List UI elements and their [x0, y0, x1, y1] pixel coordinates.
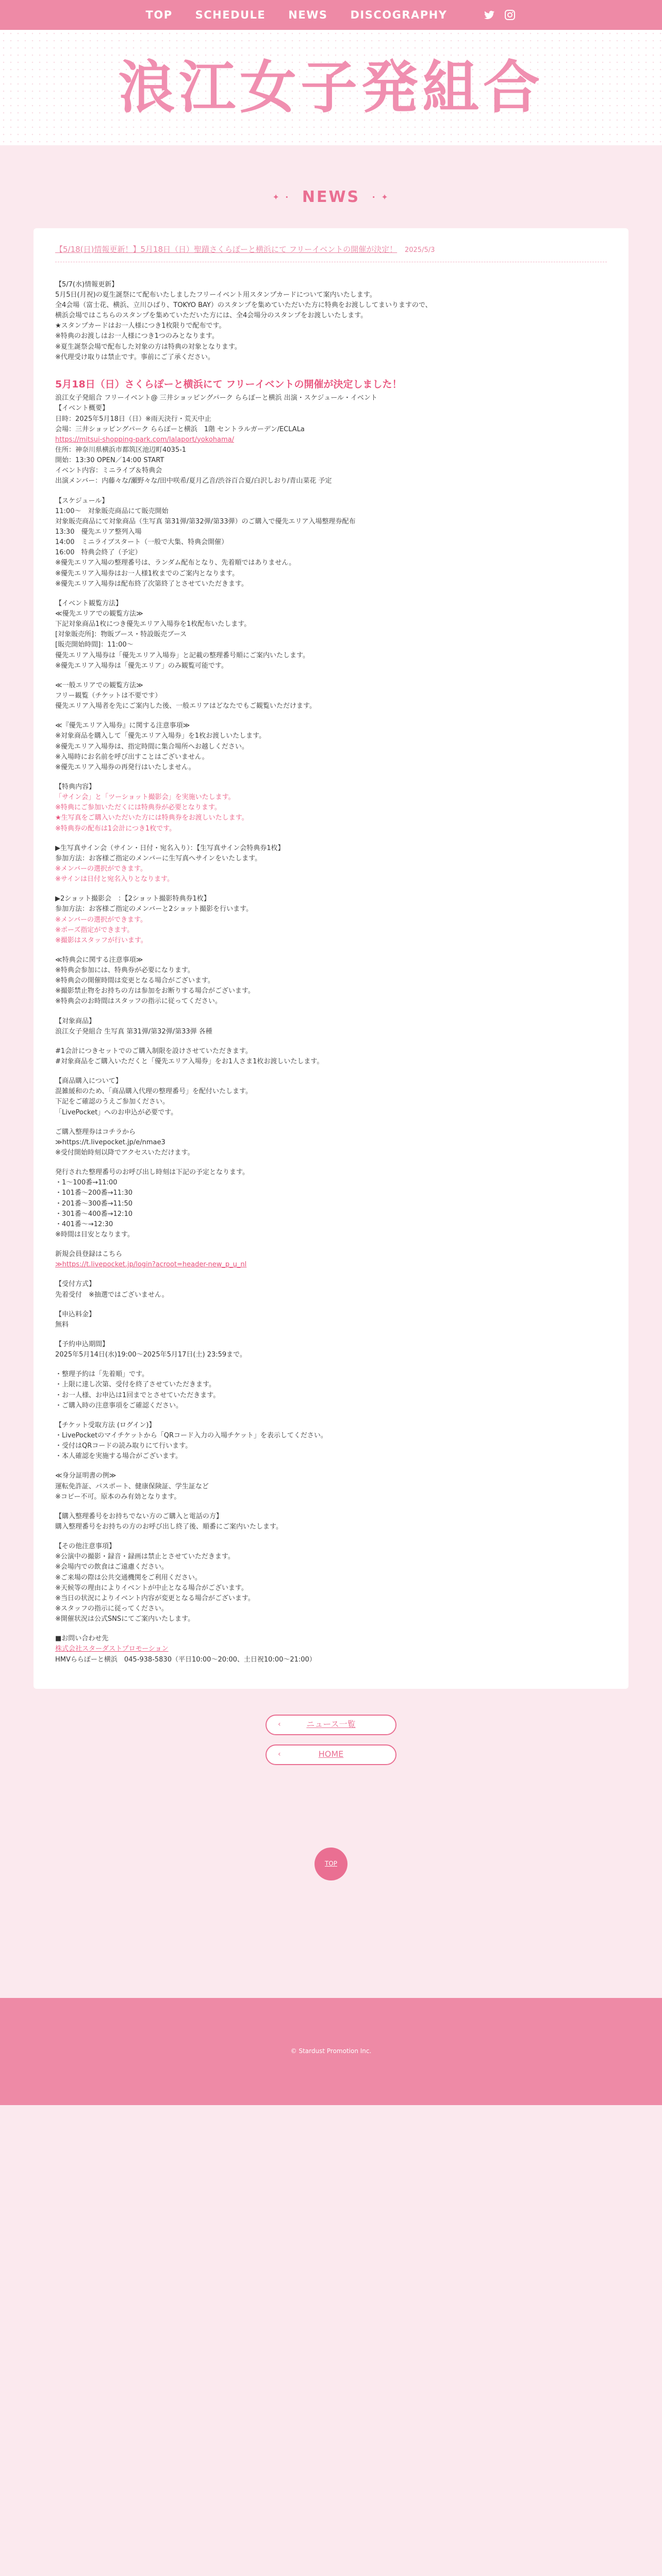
article-line: ・ご購入時の注意事項をご確認ください。	[55, 1401, 183, 1410]
article-line: ※特典のお渡しはお一人様につき1つのみとなります。	[55, 332, 219, 341]
article-line: ※開催状況は公式SNSにてご案内いたします。	[55, 1615, 195, 1623]
article-line: 【特典内容】	[55, 783, 96, 791]
article-line: 無料	[55, 1320, 69, 1329]
article-line: ※撮影はスタッフが行います。	[55, 936, 147, 944]
paragraph-gap	[55, 1532, 607, 1541]
article-line: ※会場内での飲食はご遠慮ください。	[55, 1563, 168, 1571]
article-line: 開始：13:30 OPEN／14:00 START	[55, 456, 164, 465]
social-links	[483, 9, 516, 21]
article-line: 【商品購入について】	[55, 1077, 122, 1086]
home-button[interactable]	[266, 1744, 396, 1765]
article-line: ※サインは日付と宛名入りとなります。	[55, 875, 174, 884]
article-line: 下記対象商品1枚につき優先エリア入場券を1枚配布いたします。	[55, 620, 251, 629]
article-line[interactable]: 株式会社スターダストプロモーション	[55, 1645, 169, 1653]
article-line: 優先エリア入場者を先にご案内した後、一般エリアはどなたでもご観覧いただけます。	[55, 702, 316, 710]
article-line: 先着受付 ※抽選ではございません。	[55, 1291, 169, 1299]
article-line: ※メンバーの選択ができます。	[55, 916, 147, 924]
nav-links	[146, 7, 448, 24]
news-heading-text: NEWS	[302, 188, 360, 206]
article-line: ≫https://t.livepocket.jp/e/nmae3	[55, 1138, 166, 1146]
article-line: ※特典会参加には、特典券が必要になります。	[55, 967, 194, 975]
paragraph-gap	[55, 363, 607, 372]
article-date: 2025/5/3	[404, 246, 435, 254]
article-line: ※入場時にお名前を呼び出すことはございません。	[55, 753, 209, 761]
sparkle-icon: ✦ ·	[272, 192, 290, 202]
article-line: ≪優先エリアでの観覧方法≫	[55, 609, 143, 618]
article-line: 出演メンバー：内藤々な/瀬野々な/田中咲希/夏月乙音/渋谷百合夏/白沢しおり/青山菜花 予定	[55, 477, 332, 485]
article-line: ★生写真をご購入いただいた方には特典券をお渡しいたします。	[55, 814, 249, 822]
article-line: 発行された整理番号のお呼び出し時刻は下記の予定となります。	[55, 1168, 249, 1177]
paragraph-gap	[55, 1411, 607, 1420]
paragraph-gap	[55, 946, 607, 955]
nav-link-discography[interactable]: DISCOGRAPHY	[350, 8, 448, 21]
article-line: ▶生写真サイン会（サイン・日付・宛名入り）：【生写真サイン会特典券1枚】	[55, 844, 285, 852]
paragraph-gap	[55, 1240, 607, 1249]
paragraph-gap	[55, 1462, 607, 1471]
paragraph-gap	[55, 1037, 607, 1046]
article-line: HMVららぽーと横浜 045-938-5830（平日10:00〜20:00、土日祝10:00〜21:00）	[55, 1655, 316, 1664]
paragraph-gap	[55, 1502, 607, 1512]
article-line: ※優先エリア入場の整理番号は、ランダム配布となり、先着順ではありません。	[55, 559, 296, 567]
article-line: ※当日の状況によりイベント内容が変更となる場合がございます。	[55, 1594, 255, 1602]
article-line: ・1〜100番→11:00	[55, 1179, 118, 1187]
article-line: 全4会場（富士花、横浜、立川ひばり、TOKYO BAY）のスタンプを集めていただいた方に特典をお渡ししてまいりますので、	[55, 301, 432, 310]
news-section-title	[0, 185, 662, 210]
article-line: [対象販売所]：物販ブース・特設販売ブース	[55, 631, 187, 639]
article-line: ・LivePocketのマイチケットから「QRコード入力の入場チケット」を表示してください。	[55, 1431, 327, 1439]
chevron-left-icon: ‹	[278, 1720, 281, 1728]
article-line: ≪身分証明書の例≫	[55, 1472, 117, 1480]
page-top-label: TOP	[324, 1860, 337, 1868]
article-pager	[34, 1715, 628, 1765]
article-line: ※優先エリア入場券は、指定時間に集合場所へお越しください。	[55, 742, 249, 751]
site-footer	[0, 1998, 662, 2105]
article-line[interactable]: https://mitsui-shopping-park.com/lalaport/yokohama/	[55, 435, 234, 444]
article-line: ※時間は目安となります。	[55, 1231, 134, 1239]
article-line: ・受付はQRコードの読み取りにて行います。	[55, 1442, 192, 1450]
paragraph-gap	[55, 773, 607, 782]
article-line: ・お一人様、お申込は1回までとさせていただきます。	[55, 1391, 220, 1399]
paragraph-gap	[55, 671, 607, 681]
paragraph-gap	[55, 1158, 607, 1167]
article-line: 【受付方式】	[55, 1280, 96, 1289]
article-line: 「サイン会」と「ツーショット撮影会」を実施いたします。	[55, 793, 235, 802]
article-line: 11:00〜 対象販売商品にて販売開始	[55, 507, 169, 515]
article-line: ※撮影禁止物をお持ちの方は参加をお断りする場合がございます。	[55, 987, 255, 995]
nav-link-schedule[interactable]: SCHEDULE	[195, 8, 266, 21]
article-line: 【申込料金】	[55, 1310, 96, 1318]
article-line: 対象販売商品にて対象商品（生写真 第31弾/第32弾/第33弾）のご購入で優先エリア入場整理券配布	[55, 517, 356, 526]
article-body	[55, 280, 607, 1665]
article-headline: 【5/18(日)情報更新！】5月18日（日）聖蹟さくらぽーと横浜にて フリーイベントの開催が決定！	[55, 244, 398, 254]
article-line: 16:00 特典会終了（予定）	[55, 549, 142, 557]
article-line: ※優先エリア入場券はお一人様1枚までのご案内となります。	[55, 569, 239, 578]
paragraph-gap	[55, 1330, 607, 1340]
article-line[interactable]: ≫https://t.livepocket.jp/login?acroot=header-new_p_u_nl	[55, 1261, 247, 1269]
paragraph-gap	[55, 589, 607, 599]
article-line: 【イベント概要】	[55, 404, 109, 413]
article-line: #1会計につきセットでのご購入制限を設けさせていただきます。	[55, 1047, 252, 1055]
article-line: ※コピー不可。原本のみ有効となります。	[55, 1493, 181, 1501]
article-line: ※スタッフの指示に従ってください。	[55, 1604, 168, 1613]
article-line: ※公演中の撮影・録音・録画は禁止とさせていただきます。	[55, 1553, 235, 1561]
hero-banner	[0, 30, 662, 145]
paragraph-gap	[55, 885, 607, 894]
article-line: 【スケジュール】	[55, 497, 109, 505]
article-line: 新規会員登録はこちら	[55, 1250, 123, 1259]
article-line: ・201番〜300番→11:50	[55, 1199, 133, 1208]
paragraph-gap	[55, 1624, 607, 1634]
paragraph-gap	[55, 1270, 607, 1279]
paragraph-gap	[55, 834, 607, 843]
article-line: 参加方法：お客様ご指定のメンバーと2ショット撮影を行います。	[55, 905, 253, 913]
article-line: 運転免許証、パスポート、健康保険証、学生証など	[55, 1482, 209, 1490]
article-line: 日時：2025年5月18日（日）※雨天決行・荒天中止	[55, 415, 211, 423]
twitter-icon[interactable]	[483, 9, 495, 21]
paragraph-gap	[55, 1067, 607, 1076]
article-line: 下記をご確認のうえご参加ください。	[55, 1098, 170, 1106]
article-line: 参加方法：お客様ご指定のメンバーに生写真へサインをいたします。	[55, 854, 262, 862]
paragraph-gap	[55, 1007, 607, 1016]
group-logo[interactable]: 浪江女子発組合	[118, 54, 544, 121]
paragraph-gap	[55, 1300, 607, 1310]
article-line: 【購入整理番号をお持ちでない方のご購入と電話の方】	[55, 1512, 223, 1520]
article-line: ≪『優先エリア入場券』に関する注意事項≫	[55, 722, 190, 730]
paragraph-gap	[55, 487, 607, 496]
article-line: 優先エリア入場券は「優先エリア入場券」と記載の整理番号順にご案内いたします。	[55, 651, 309, 659]
chevron-left-icon: ‹	[278, 1750, 281, 1758]
top-navigation	[0, 0, 662, 30]
article-line: 【対象商品】	[55, 1017, 96, 1025]
article-line: 2025年5月14日(水)19:00〜2025年5月17日(土) 23:59まで。	[55, 1351, 246, 1359]
article-line: イベント内容：ミニライブ＆特典会	[55, 467, 162, 475]
copyright-text: © Stardust Promotion Inc.	[290, 2047, 372, 2055]
article-line: ※対象商品を購入して「優先エリア入場券」を1枚お渡しいたします。	[55, 732, 266, 740]
article-line: ・上限に達し次第、受付を終了させていただきます。	[55, 1381, 216, 1389]
news-list-label: ニュース一覧	[306, 1719, 356, 1730]
article-header	[55, 244, 607, 262]
article-line: ・401番〜→12:30	[55, 1220, 113, 1228]
nav-link-news[interactable]: NEWS	[288, 8, 328, 21]
article-line: ご購入整理券はコチラから	[55, 1128, 136, 1136]
paragraph-gap	[55, 711, 607, 721]
home-label: HOME	[318, 1749, 344, 1759]
article-line: ※天候等の理由によりイベントが中止となる場合がございます。	[55, 1584, 248, 1592]
article-line: ≪一般エリアでの観覧方法≫	[55, 681, 143, 689]
nav-link-top[interactable]: TOP	[145, 8, 173, 21]
article-line: ※特典券の配布は1会計につき1枚です。	[55, 824, 176, 833]
article-line: ※特典会の開催時間は変更となる場合がございます。	[55, 977, 214, 985]
article-line: 5月5日(月祝)の夏生誕祭にて配布いたしましたフリーイベント用スタンプカードについて案内いたします。	[55, 291, 376, 299]
article-line: 【その他注意事項】	[55, 1543, 116, 1551]
article-line: ★スタンプカードはお一人様につき1枚限りで配布です。	[55, 322, 226, 330]
article-line: ※ポーズ指定ができます。	[55, 926, 134, 934]
article-line: #対象商品をご購入いただくと「優先エリア入場券」をお1人さま1枚お渡しいたします。	[55, 1058, 324, 1066]
article-line: 【5/7(水)情報更新】	[55, 280, 119, 289]
article-line: ※優先エリア入場券は配布終了次第終了とさせていただきます。	[55, 580, 248, 588]
paragraph-gap	[55, 1118, 607, 1127]
article-line: ■お問い合わせ先	[55, 1635, 109, 1643]
article-line: 会場：三井ショッピングパーク ららぽーと横浜 1階 セントラルガーデン/ECLALa	[55, 425, 305, 433]
news-list-button[interactable]	[266, 1715, 396, 1735]
instagram-icon[interactable]	[504, 9, 516, 21]
article-line: ・301番〜400番→12:10	[55, 1210, 133, 1218]
article-line: ・整理予約は「先着順」です。	[55, 1370, 148, 1379]
article-line: [販売開始時間]：11:00〜	[55, 641, 134, 649]
article-line: ※特典にご参加いただくには特典券が必要となります。	[55, 804, 221, 812]
article-line: ・本人確認を実施する場合がございます。	[55, 1452, 182, 1461]
article-line: ※受付開始時刻以降でアクセスいただけます。	[55, 1149, 194, 1157]
article-line: ※メンバーの選択ができます。	[55, 865, 147, 873]
article-line: 住所：神奈川県横浜市都筑区池辺町4035-1	[55, 446, 187, 454]
paragraph-gap	[55, 1360, 607, 1369]
article-line: ※ご来場の際は公共交通機関をご利用ください。	[55, 1573, 202, 1582]
article-line: ・101番〜200番→11:30	[55, 1189, 133, 1197]
article-line: ※代理受け取りは禁止です。事前にご了承ください。	[55, 353, 214, 361]
article-line: 横浜会場ではこちらのスタンプを集めていただいた方には、全4会場分のスタンプをお渡しいたします。	[55, 312, 368, 320]
article-line: 【チケット受取方法 (ログイン)】	[55, 1421, 156, 1429]
page-top-button[interactable]	[315, 1848, 347, 1880]
article-line: 浪江女子発組合 生写真 第31弾/第32弾/第33弾 各種	[55, 1027, 212, 1036]
article-line: ▶2ショット撮影会 ：【2ショット撮影特典券1枚】	[55, 895, 210, 903]
news-article	[34, 228, 628, 1689]
sparkle-icon: · ✦	[372, 192, 390, 202]
article-line: ※優先エリア入場券は「優先エリア」のみ観覧可能です。	[55, 662, 228, 670]
article-line: 「LivePocket」へのお申込が必要です。	[55, 1108, 178, 1116]
article-line: ※夏生誕祭会場で配布した対象の方は特典の対象となります。	[55, 343, 241, 351]
article-line: フリー観覧（チケットは不要です）	[55, 691, 162, 700]
article-line: 混雑緩和のため、「商品購入代理の整理番号」を配付いたします。	[55, 1088, 252, 1096]
article-line: 浪江女子発組合 フリーイベント@ 三井ショッピングパーク ららぽーと横浜 出演・スケジュール・イベント	[55, 394, 377, 402]
article-line: 【予約申込期間】	[55, 1341, 109, 1348]
article-line: 5月18日（日）さくらぽーと横浜にて フリーイベントの開催が決定しました！	[55, 378, 402, 390]
article-line: ※特典会のお時間はスタッフの指示に従ってください。	[55, 997, 222, 1006]
article-line: 【イベント観覧方法】	[55, 599, 123, 607]
article-line: 14:00 ミニライブスタート（一般で大集、特典会開催）	[55, 538, 228, 547]
article-line: 13:30 優先エリア整列入場	[55, 528, 142, 536]
article-line: ※優先エリア入場券の再発行はいたしません。	[55, 763, 195, 771]
article-line: 購入整理番号をお持ちの方のお呼び出し終了後、順番にご案内いたします。	[55, 1522, 283, 1531]
article-line: ≪特典会に関する注意事項≫	[55, 956, 143, 964]
